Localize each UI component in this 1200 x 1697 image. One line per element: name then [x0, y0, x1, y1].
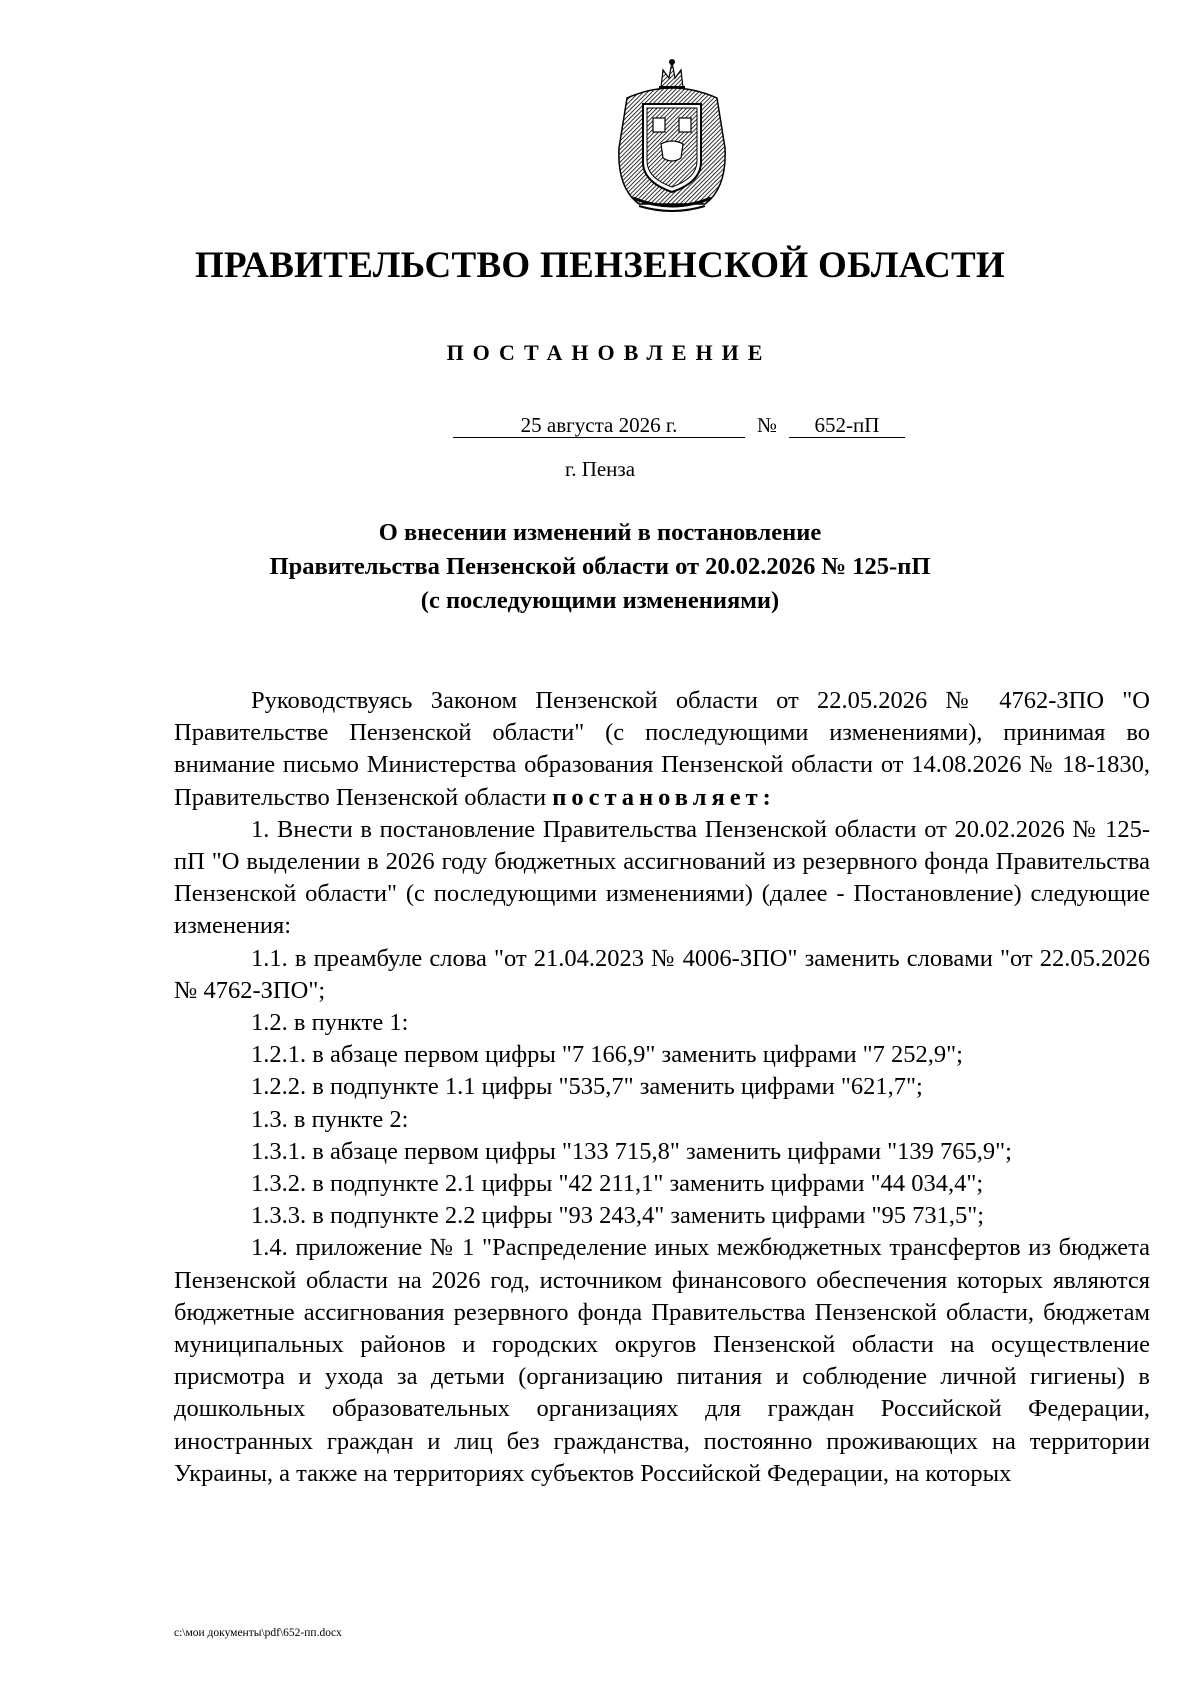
paragraph: 1.3.2. в подпункте 2.1 цифры "42 211,1" заменить цифрами "44 034,4";: [251, 1170, 984, 1198]
document-body: [174, 685, 1150, 1490]
date-number-row: [453, 413, 905, 441]
paragraph: 1.3. в пункте 2:: [251, 1105, 409, 1133]
document-subject: [0, 516, 1200, 618]
government-title: ПРАВИТЕЛЬСТВО ПЕНЗЕНСКОЙ ОБЛАСТИ: [194, 245, 1006, 286]
coat-of-arms-icon: [609, 58, 735, 214]
paragraph: 1.1. в преамбуле слова "от 21.04.2023 № 4006-ЗПО" заменить словами "от 22.05.2026 № 4762-ЗПО";: [174, 944, 1150, 1004]
document-kind-title: ПОСТАНОВЛЕНИЕ: [446, 340, 772, 365]
document-date: 25 августа 2026 г.: [453, 413, 745, 438]
subject-line: О внесении изменений в постановление: [378, 519, 822, 546]
paragraph: 1.2.1. в абзаце первом цифры "7 166,9" заменить цифрами "7 252,9";: [251, 1041, 963, 1069]
paragraph: 1.4. приложение № 1 "Распределение иных межбюджетных трансфертов из бюджета Пензенской области на 2026 год, источником финансового обеспечения которых являются бюджетные ассигнования резервного фонда Правительства Пензенской области, бюджетам муниципальных районов и городских округов Пензенской области на осуществление присмотра и ухода за детьми (организацию питания и соблюдение личной гигиены) в дошкольных образовательных организациях для граждан Российской Федерации, иностранных граждан и лиц без гражданства, постоянно проживающих на территории Украины, а также на территориях субъектов Российской Федерации, на которых: [174, 1234, 1150, 1487]
city-label: г. Пенза: [564, 457, 636, 481]
subject-line: Правительства Пензенской области от 20.02.2026 № 125-пП: [269, 553, 931, 580]
preamble-text: Руководствуясь Законом Пензенской области от 22.05.2026 № 4762-ЗПО "О Правительстве Пензенской области" (с последующими изменениями), принимая во внимание письмо Министерства образования Пензенской области от 14.08.2026 № 18-1830, Правительство Пензенской области: [174, 687, 1150, 811]
paragraph: 1.2.2. в подпункте 1.1 цифры "535,7" заменить цифрами "621,7";: [251, 1073, 923, 1101]
preamble-paragraph: [174, 685, 1150, 814]
footer-file-path: c:\мои документы\pdf\652-пп.docx: [174, 1627, 342, 1639]
paragraph: 1. Внести в постановление Правительства Пензенской области от 20.02.2026 № 125-пП "О выделении в 2026 году бюджетных ассигнований из резервного фонда Правительства Пензенской области" (с последующими изменениями) (далее - Постановление) следующие изменения:: [174, 815, 1150, 940]
paragraph: 1.3.3. в подпункте 2.2 цифры "93 243,4" заменить цифрами "95 731,5";: [251, 1202, 985, 1230]
paragraph: 1.3.1. в абзаце первом цифры "133 715,8" заменить цифрами "139 765,9";: [251, 1137, 1012, 1165]
document-number: 652-пП: [789, 413, 905, 438]
subject-line: (с последующими изменениями): [420, 587, 780, 614]
resolves-word: постановляет:: [552, 783, 776, 811]
number-sign: №: [756, 413, 778, 437]
paragraph: 1.2. в пункте 1:: [251, 1009, 409, 1037]
